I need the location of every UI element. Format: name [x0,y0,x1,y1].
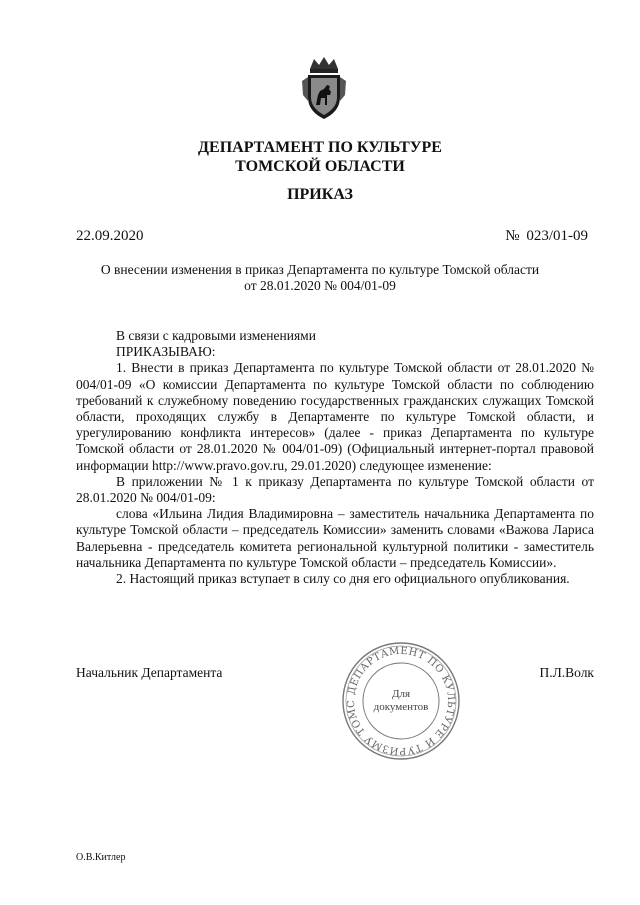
official-seal [340,640,462,762]
paragraph-replacement: слова «Ильина Лидия Владимировна – заместитель начальника Департамента по культуре Томской области – председатель Комиссии» заменить словами «Важова Лариса Валерьевна - председатель комитета региональной культурной политики - заместитель начальника Департамента по культуре Томской области – председатель Комиссии». [76,506,594,570]
document-type: ПРИКАЗ [287,186,353,203]
executor-name: О.В.Китлер [76,852,126,863]
document-date: 22.09.2020 [76,228,144,244]
paragraph-item-1: 1. Внести в приказ Департамента по культуре Томской области от 28.01.2020 № 004/01-09 «О комиссии Департамента по культуре Томской области по соблюдению требований к служебному поведению государственных гражданских служащих Томской области, проходящих службу в Департаменте по культуре Томской области, и урегулированию конфликта интересов» (далее - приказ Департамента по культуре Томской области от 28.01.2020 № 004/01-09) (Официальный интернет-портал правовой информации http://www.pravo.gov.ru, 29.01.2020) следующее изменение: [76,360,594,473]
signer-name: П.Л.Волк [539,665,594,680]
paragraph-item-2: 2. Настоящий приказ вступает в силу со дня его официального опубликования. [116,571,570,587]
document-body [76,328,594,587]
signer-position: Начальник Департамента [76,665,223,680]
paragraph-order: ПРИКАЗЫВАЮ: [116,344,216,360]
subject-line-1: О внесении изменения в приказ Департамента по культуре Томской области [100,262,540,277]
seal-center-line-1: Для [391,688,411,700]
org-line-1: ДЕПАРТАМЕНТ ПО КУЛЬТУРЕ [198,139,442,156]
org-line-2: ТОМСКОЙ ОБЛАСТИ [235,158,405,175]
coat-of-arms-icon [300,55,348,123]
document-number: № 023/01-09 [505,228,588,244]
paragraph-appendix: В приложении № 1 к приказу Департамента по культуре Томской области от 28.01.2020 № 004/01-09: [76,473,594,506]
subject-line-2: от 28.01.2020 № 004/01-09 [244,278,396,293]
document-subject [0,262,640,294]
paragraph-reason: В связи с кадровыми изменениями [116,328,316,343]
organization-name [0,138,640,176]
seal-ring-text: ДЕПАРТАМЕНТ ПО КУЛЬТУРЕ И ТУРИЗМУ ТОМС [345,645,457,757]
seal-center [340,640,462,762]
seal-center-line-2: документов [373,701,429,713]
